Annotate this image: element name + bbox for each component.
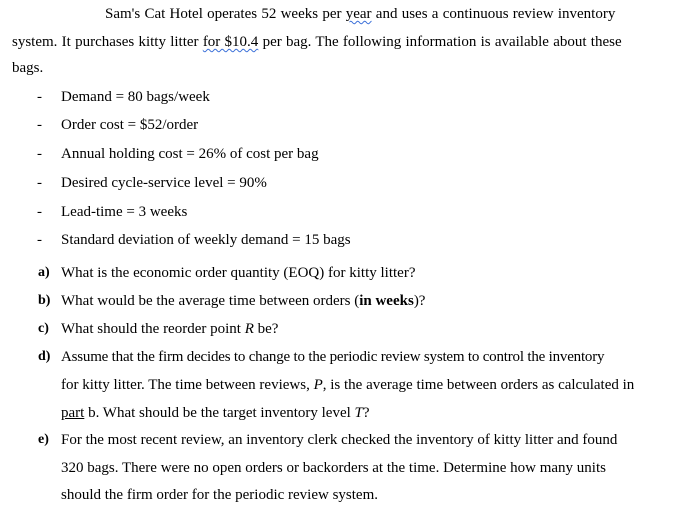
question-text: For the most recent review, an inventory clerk checked the inventory of kitty litter and found (61, 432, 618, 448)
question-label: e) (38, 432, 49, 447)
question-e-line-2: 320 bags. There were no open orders or backorders at the time. Determine how many units (61, 460, 606, 476)
q-variable: T (354, 405, 363, 421)
bullet-text: Annual holding cost = 26% of cost per bag (61, 146, 319, 162)
bullet-dash: - (37, 232, 42, 248)
question-d-line-2 (61, 376, 634, 394)
bullet-text: Order cost = $52/order (61, 117, 199, 133)
q-text-part: )? (413, 293, 426, 309)
spell-flag: year (345, 6, 372, 22)
q-variable: R (244, 321, 254, 337)
q-text-part: b. What should be the target inventory level (84, 405, 355, 421)
spell-flag: for $10.4 (202, 34, 259, 50)
question-label: c) (38, 321, 49, 336)
question-text (61, 320, 278, 338)
intro-line-3: bags. (12, 60, 44, 76)
question-text: What is the economic order quantity (EOQ) for kitty litter? (61, 265, 416, 281)
q-text-part: What would be the average time between orders ( (61, 293, 360, 309)
q-text-part: What should the reorder point (61, 321, 245, 337)
bullet-dash: - (37, 175, 42, 191)
intro-text: Sam's Cat Hotel operates 52 weeks per (105, 6, 346, 22)
intro-text: system. It purchases kitty litter (12, 34, 203, 50)
question-e-line-3: should the firm order for the periodic review system. (61, 487, 378, 503)
q-text-bold: in weeks (359, 293, 414, 309)
question-label: b) (38, 293, 51, 308)
q-text-part: ? (362, 405, 370, 421)
question-label: a) (38, 265, 50, 280)
q-text-part: be? (253, 321, 279, 337)
bullet-text: Standard deviation of weekly demand = 15 bags (61, 232, 351, 248)
q-text-part: for kitty litter. The time between reviews, (61, 377, 314, 393)
question-label: d) (38, 349, 51, 364)
q-text-underlined: part (61, 405, 85, 421)
intro-text: per bag. The following information is available about these (258, 34, 622, 50)
intro-line-1 (105, 5, 615, 23)
bullet-text: Demand = 80 bags/week (61, 89, 210, 105)
question-text: Assume that the firm decides to change to the periodic review system to control the inventory (61, 349, 605, 365)
bullet-dash: - (37, 89, 42, 105)
bullet-dash: - (37, 146, 42, 162)
question-text (61, 292, 425, 310)
bullet-dash: - (37, 117, 42, 133)
q-text-part: , is the average time between orders as calculated in (322, 377, 635, 393)
question-d-line-3 (61, 404, 370, 422)
bullet-text: Desired cycle-service level = 90% (61, 175, 267, 191)
bullet-dash: - (37, 204, 42, 220)
intro-line-2 (12, 33, 622, 51)
bullet-text: Lead-time = 3 weeks (61, 204, 188, 220)
intro-text: and uses a continuous review inventory (371, 6, 616, 22)
q-variable: P (313, 377, 323, 393)
